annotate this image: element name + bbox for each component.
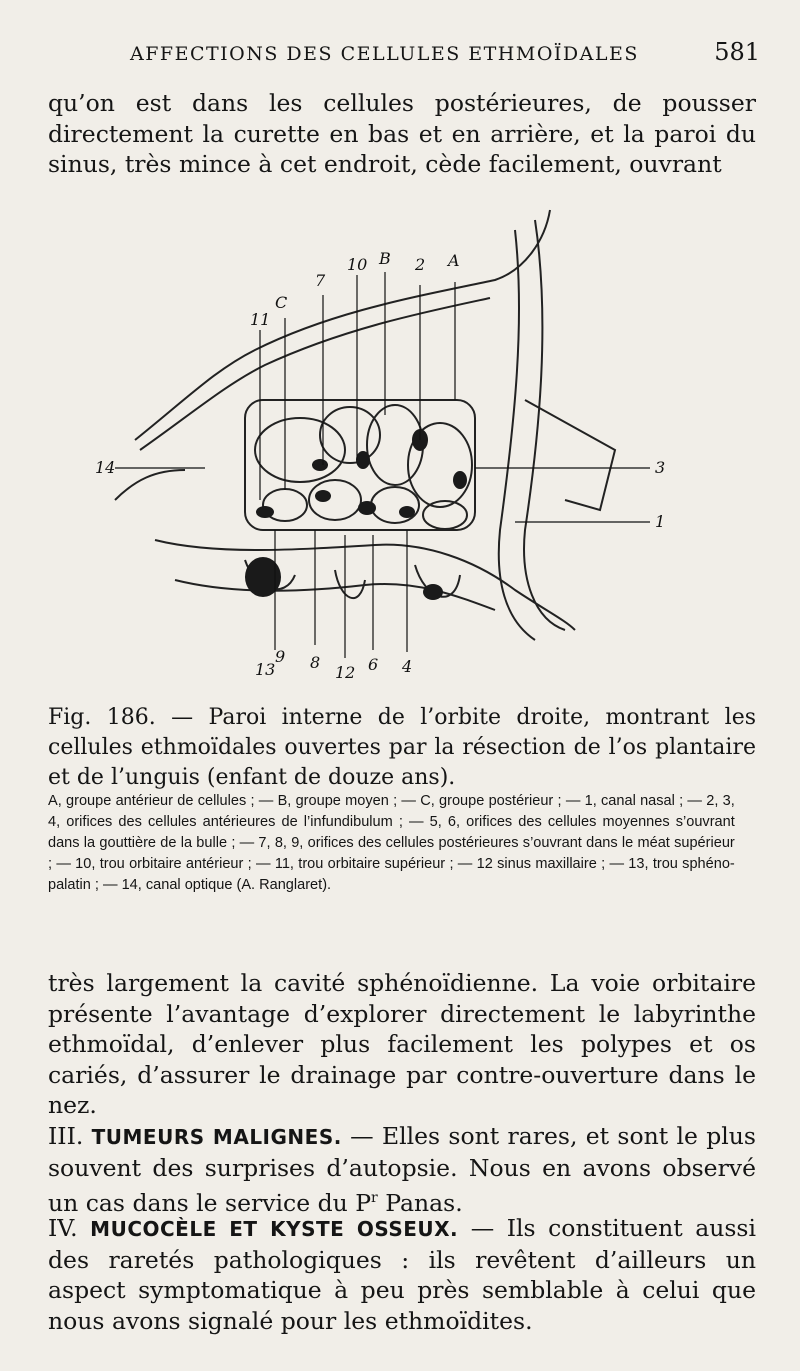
body-paragraph: très largement la cavité sphénoïdienne. La voie orbitaire présente l’avantage d’explorer directement le labyrinthe ethmoïdal, d’enlever plus facilement les polypes et os cariés, d’assurer le drainage par contre-ouverture dans le nez. xyxy=(48,969,756,1119)
label-8: 8 xyxy=(310,653,321,672)
figure-caption xyxy=(48,703,756,793)
label-7: 7 xyxy=(315,271,326,290)
label-a: A xyxy=(448,251,460,270)
section-3-text: — Elles sont rares, et sont le plus souvent des surprises d’autopsie. Nous en avons observé un cas dans le service du P xyxy=(48,1122,756,1217)
label-2: 2 xyxy=(415,255,426,274)
figure-caption-text: — Paroi interne de l’orbite droite, montrant les cellules ethmoïdales ouvertes par la résection de l’os plantaire et de l’unguis (enfant de douze ans). xyxy=(48,705,757,790)
page-header xyxy=(130,38,760,66)
section-3-heading: TUMEURS MALIGNES. xyxy=(91,1125,342,1149)
section-3-superscript: r xyxy=(371,1190,378,1206)
label-1: 1 xyxy=(655,512,666,531)
figure-caption-label: Fig. 186. xyxy=(48,705,156,730)
running-title: AFFECTIONS DES CELLULES ETHMOÏDALES xyxy=(130,43,639,65)
label-11: 11 xyxy=(250,310,271,329)
label-13: 13 xyxy=(255,660,276,679)
label-4: 4 xyxy=(402,657,413,676)
label-10: 10 xyxy=(347,255,368,274)
section-4-paragraph xyxy=(48,1213,756,1336)
section-4-heading: MUCOCÈLE ET KYSTE OSSEUX. xyxy=(90,1217,459,1241)
page-number: 581 xyxy=(714,38,760,66)
figure-legend: A, groupe antérieur de cellules ; — B, groupe moyen ; — C, groupe postérieur ; — 1, canal nasal ; — 2, 3, 4, orifices des cellules antérieures de l’infundibulum ; — 5, 6, orifices des cellules moyennes s’ouvrant dans la gouttière de la bulle ; — 7, 8, 9, orifices des cellules postérieures s’ouvrant dans le méat supérieur ; — 10, trou orbitaire antérieur ; — 11, trou orbitaire supérieur ; — 12 sinus maxillaire ; — 13, trou sphéno-palatin ; — 14, canal optique (A. Ranglaret). xyxy=(48,792,735,893)
label-12: 12 xyxy=(335,663,356,682)
label-b: B xyxy=(379,249,391,268)
section-3-text-end: Panas. xyxy=(377,1188,463,1217)
section-3-number: III. xyxy=(48,1122,84,1150)
anatomical-figure xyxy=(95,200,695,690)
section-3-paragraph xyxy=(48,1121,756,1218)
label-9: 9 xyxy=(275,647,286,666)
section-4-number: IV. xyxy=(48,1214,78,1242)
section-4-text: — Ils constituent aussi des raretés pathologiques : ils revêtent d’ailleurs un aspect symptomatique à peu près semblable à celui que nous avons signalé pour les ethmoïdites. xyxy=(48,1214,756,1335)
label-6: 6 xyxy=(368,655,379,674)
label-3: 3 xyxy=(655,458,666,477)
label-14: 14 xyxy=(95,458,116,477)
intro-paragraph: qu’on est dans les cellules postérieures, de pousser directement la curette en bas et en arrière, et la paroi du sinus, très mince à cet endroit, cède facilement, ouvrant xyxy=(48,89,756,178)
label-c: C xyxy=(275,293,288,312)
